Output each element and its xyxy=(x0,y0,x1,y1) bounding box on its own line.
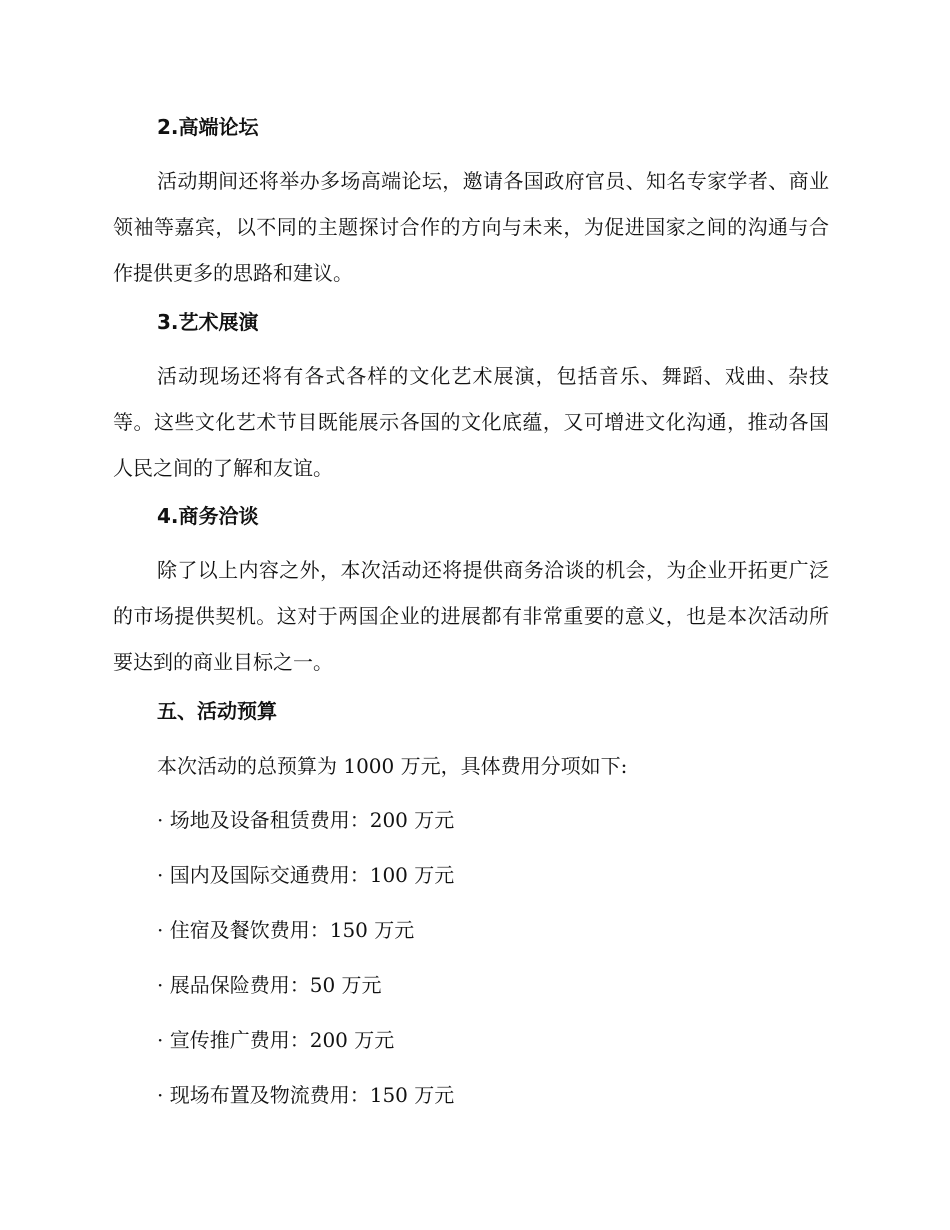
budget-item-promotion: · 宣传推广费用：200 万元 xyxy=(157,1028,395,1052)
section-heading-art: 3.艺术展演 xyxy=(157,310,259,334)
section-heading-business: 4.商务洽谈 xyxy=(157,504,259,528)
budget-item-accommodation: · 住宿及餐饮费用：150 万元 xyxy=(157,918,415,942)
budget-item-insurance: · 展品保险费用：50 万元 xyxy=(157,973,382,997)
section-heading-forum: 2.高端论坛 xyxy=(157,115,259,139)
budget-item-setup-logistics: · 现场布置及物流费用：150 万元 xyxy=(157,1083,455,1107)
section-body-forum: 活动期间还将举办多场高端论坛，邀请各国政府官员、知名专家学者、商业领袖等嘉宾，以不同的主题探讨合作的方向与未来，为促进国家之间的沟通与合作提供更多的思路和建议。 xyxy=(113,169,829,285)
section-body-business: 除了以上内容之外，本次活动还将提供商务洽谈的机会，为企业开拓更广泛的市场提供契机。这对于两国企业的进展都有非常重要的意义，也是本次活动所要达到的商业目标之一。 xyxy=(113,558,829,674)
section-body-art: 活动现场还将有各式各样的文化艺术展演，包括音乐、舞蹈、戏曲、杂技等。这些文化艺术节目既能展示各国的文化底蕴，又可增进文化沟通，推动各国人民之间的了解和友谊。 xyxy=(113,364,829,480)
budget-item-transport: · 国内及国际交通费用：100 万元 xyxy=(157,863,455,887)
budget-item-venue: · 场地及设备租赁费用：200 万元 xyxy=(157,808,455,832)
section-heading-budget: 五、活动预算 xyxy=(157,699,277,723)
budget-intro: 本次活动的总预算为 1000 万元，具体费用分项如下: xyxy=(157,754,628,778)
